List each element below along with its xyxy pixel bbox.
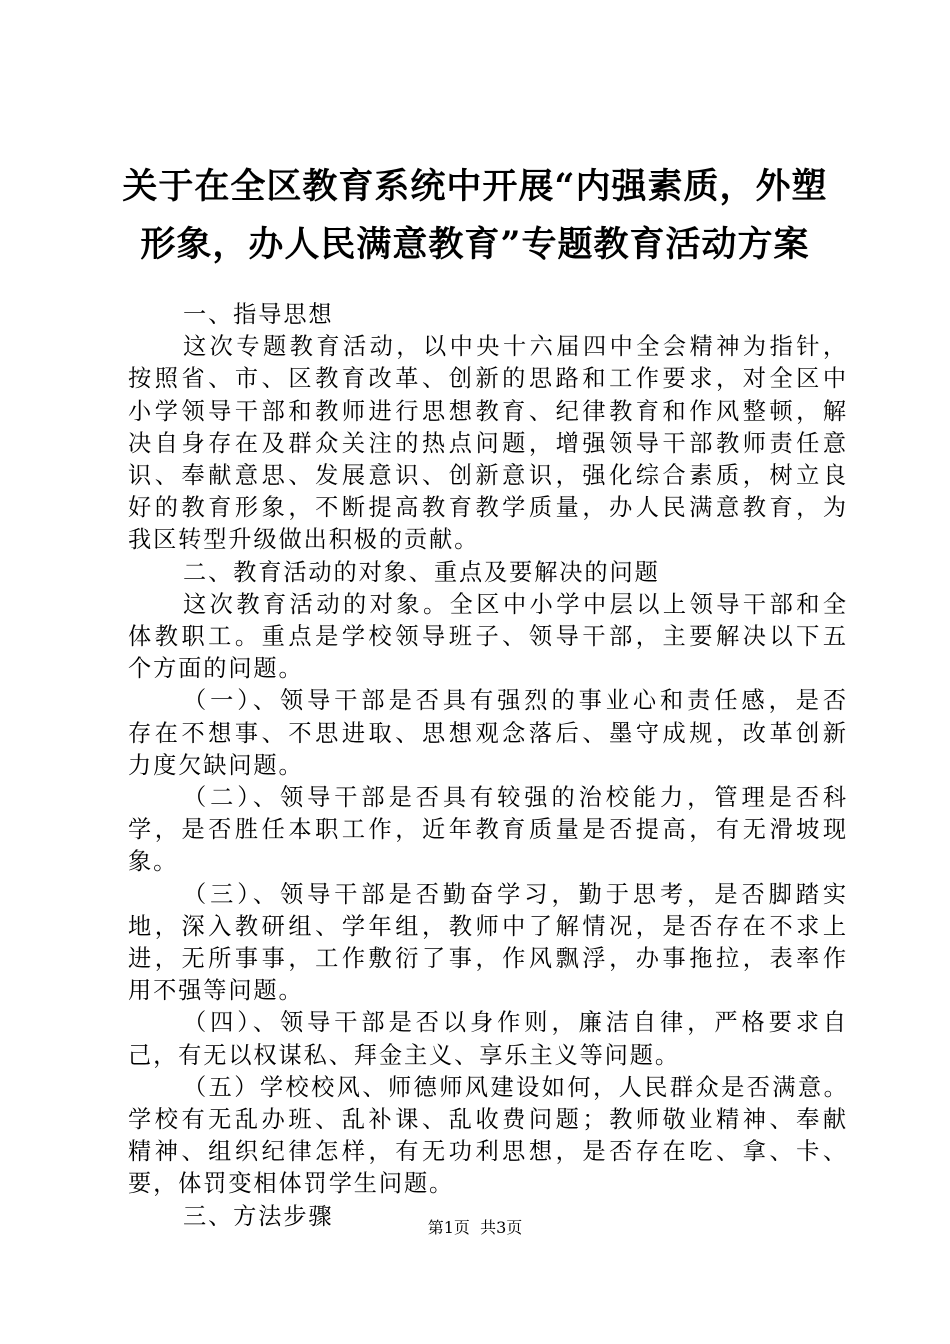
text-line: 小学领导干部和教师进行思想教育、纪律教育和作风整顿，解 <box>128 397 848 425</box>
paragraph-targets <box>128 589 848 686</box>
text-line: 己，有无以权谋私、拜金主义、享乐主义等问题。 <box>128 1041 680 1069</box>
title-line: 关于在全区教育系统中开展“内强素质，外塑 <box>122 166 828 207</box>
paragraph-item-5 <box>128 1072 848 1201</box>
paragraph-item-3 <box>128 879 848 1008</box>
text-line: 地，深入教研组、学年组，教师中了解情况，是否存在不求上 <box>128 912 848 940</box>
text-line: （一）、领导干部是否具有强烈的事业心和责任感，是否 <box>183 687 848 715</box>
page-footer: 第1页 共3页 <box>427 1218 523 1237</box>
text-line: 学，是否胜任本职工作，近年教育质量是否提高，有无滑坡现 <box>128 816 848 844</box>
text-line: 这次专题教育活动，以中央十六届四中全会精神为指针， <box>183 333 848 361</box>
text-line: 决自身存在及群众关注的热点问题，增强领导干部教师责任意 <box>128 429 848 457</box>
document-body <box>128 299 848 1233</box>
text-line: 二、教育活动的对象、重点及要解决的问题 <box>183 558 660 586</box>
text-line: 个方面的问题。 <box>128 655 304 683</box>
section-heading-targets <box>128 557 848 589</box>
text-line: 进，无所事事，工作敷衍了事，作风飘浮，办事拖拉，表率作 <box>128 945 848 973</box>
text-line: 我区转型升级做出积极的贡献。 <box>128 526 480 554</box>
text-line: 识、奉献意思、发展意识、创新意识，强化综合素质，树立良 <box>128 462 848 490</box>
paragraph-guiding-ideology <box>128 331 848 556</box>
text-line: 这次教育活动的对象。全区中小学中层以上领导干部和全 <box>183 590 848 618</box>
text-line: （四）、领导干部是否以身作则，廉洁自律，严格要求自 <box>183 1009 848 1037</box>
document-title <box>100 158 850 274</box>
text-line: 三、方法步骤 <box>183 1202 334 1230</box>
text-line: （二）、领导干部是否具有较强的治校能力，管理是否科 <box>183 784 848 812</box>
text-line: 象。 <box>128 848 179 876</box>
text-line: 一、指导思想 <box>183 301 334 328</box>
text-line: 要，体罚变相体罚学生问题。 <box>128 1170 455 1198</box>
text-line: 力度欠缺问题。 <box>128 751 304 779</box>
section-heading-guiding-ideology <box>128 299 848 331</box>
text-line: 存在不想事、不思进取、思想观念落后、墨守成规，改革创新 <box>128 719 848 747</box>
paragraph-item-2 <box>128 782 848 879</box>
text-line: 精神、组织纪律怎样，有无功利思想，是否存在吃、拿、卡、 <box>128 1138 848 1166</box>
text-line: 用不强等问题。 <box>128 977 304 1005</box>
text-line: （三）、领导干部是否勤奋学习，勤于思考，是否脚踏实 <box>183 880 848 908</box>
text-line: 好的教育形象，不断提高教育教学质量，办人民满意教育，为 <box>128 494 848 522</box>
paragraph-item-1 <box>128 685 848 782</box>
text-line: 学校有无乱办班、乱补课、乱收费问题；教师敬业精神、奉献 <box>128 1106 848 1134</box>
text-line: 体教职工。重点是学校领导班子、领导干部，主要解决以下五 <box>128 623 848 651</box>
paragraph-item-4 <box>128 1007 848 1071</box>
title-line: 形象，办人民满意教育”专题教育活动方案 <box>140 224 810 265</box>
text-line: 按照省、市、区教育改革、创新的思路和工作要求，对全区中 <box>128 365 848 393</box>
text-line: （五）学校校风、师德师风建设如何，人民群众是否满意。 <box>183 1073 848 1101</box>
